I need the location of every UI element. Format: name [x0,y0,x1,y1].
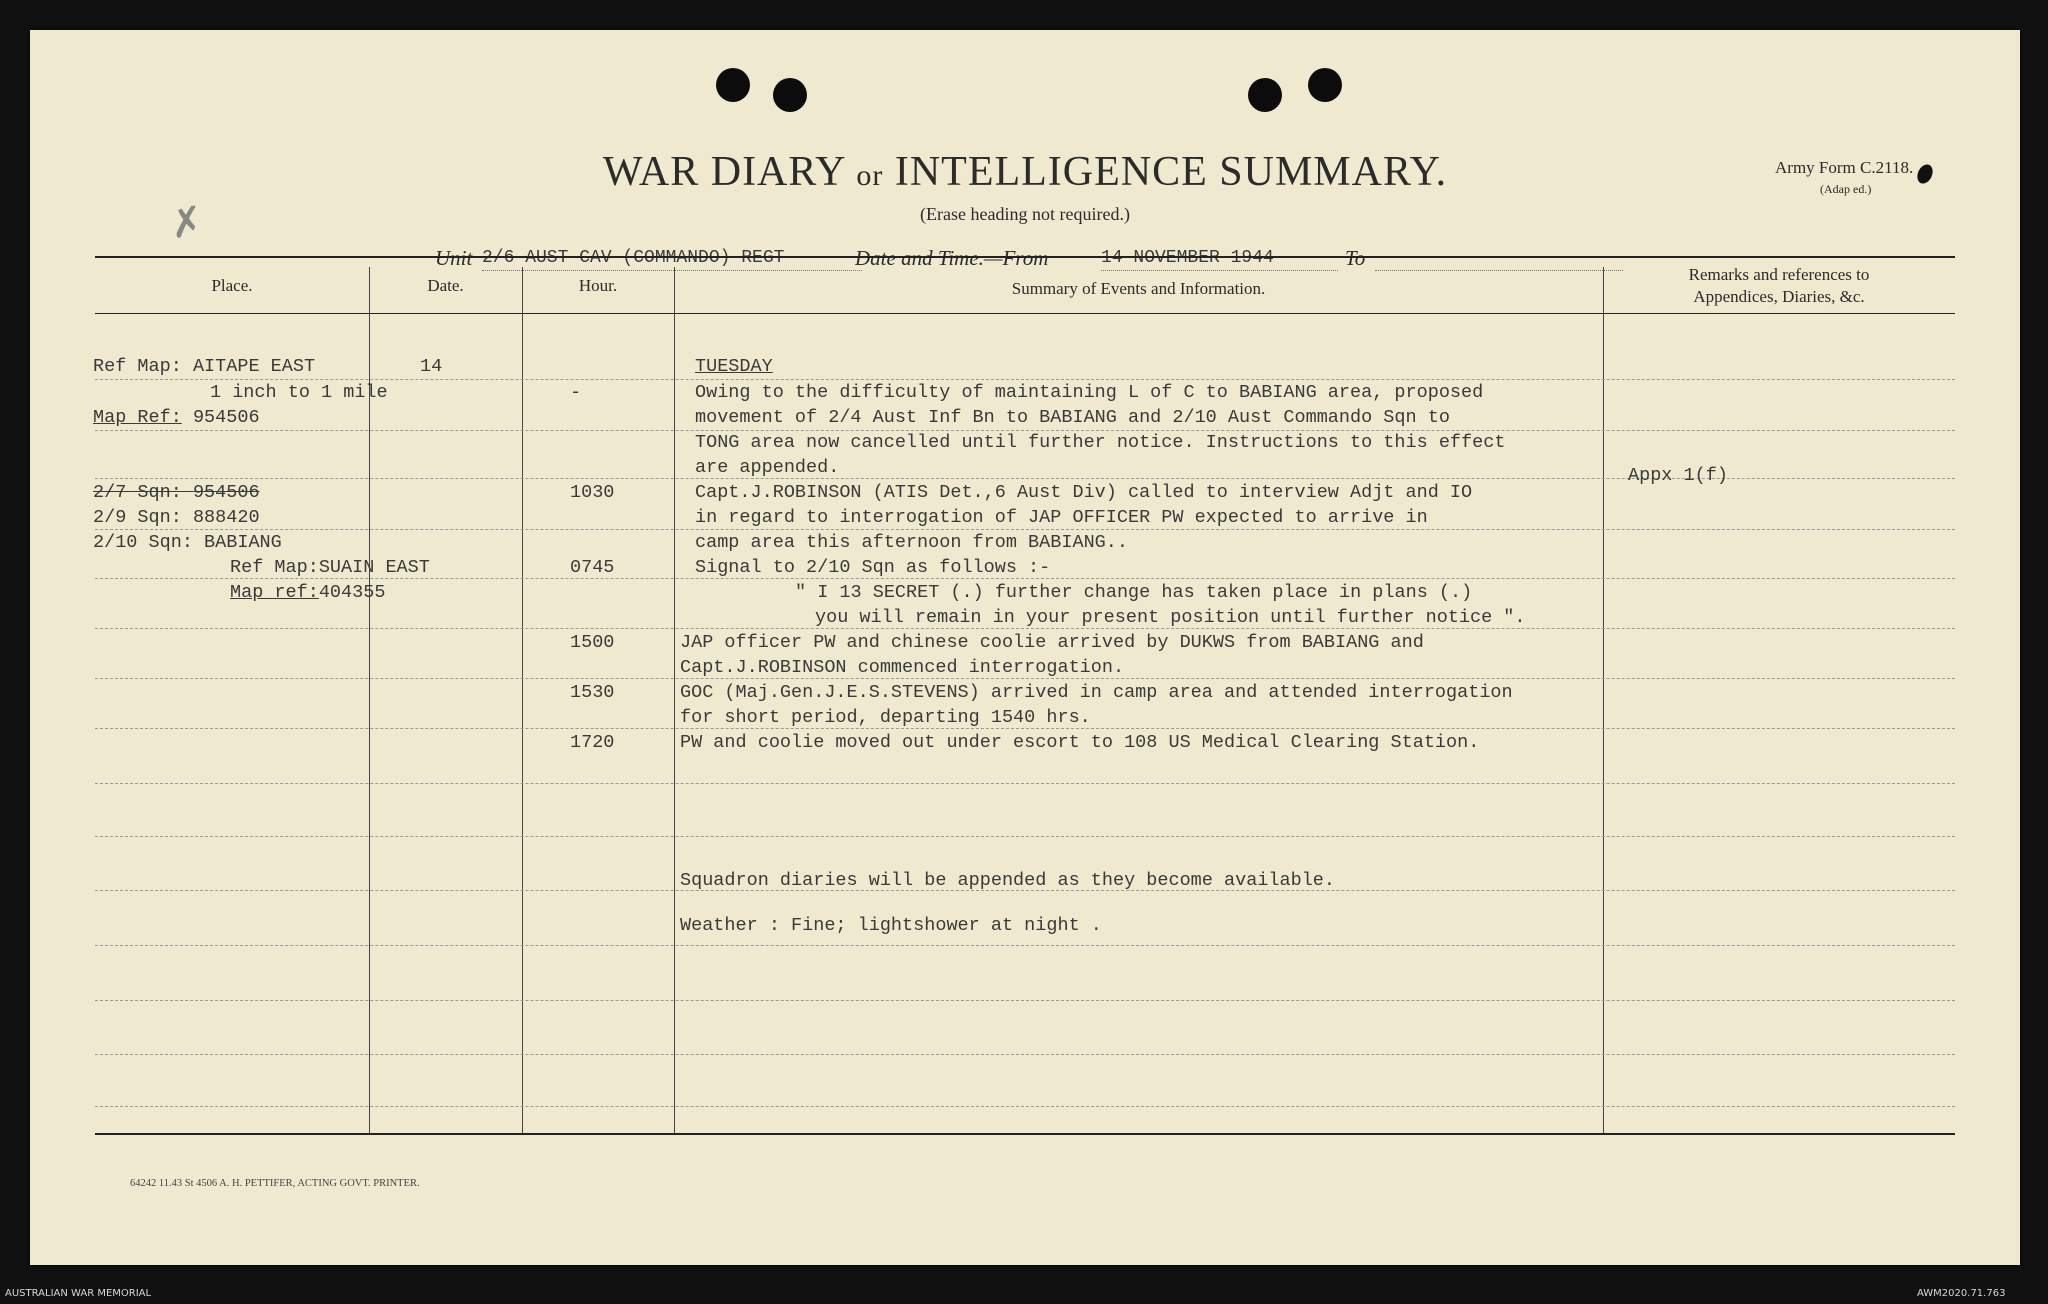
hour-1530: 1530 [570,682,615,703]
summary-line: in regard to interrogation of JAP OFFICER PW expected to arrive in [695,507,1428,528]
place-sqn-2-10: 2/10 Sqn: BABIANG [93,532,282,553]
col-divider-hour-summary [674,267,675,1133]
page-title: WAR DIARY or INTELLIGENCE SUMMARY. [602,149,1448,195]
summary-line: are appended. [695,457,840,478]
place-sqn-2-7: 2/7 Sqn: 954506 [93,482,260,503]
row-rule [95,430,1955,431]
row-rule [95,783,1955,784]
summary-line: " I 13 SECRET (.) further change has taken place in plans (.) [795,582,1473,603]
summary-line: Owing to the difficulty of maintaining L of C to BABIANG area, proposed [695,382,1484,403]
row-rule [95,1054,1955,1055]
summary-line: Capt.J.ROBINSON (ATIS Det.,6 Aust Div) called to interview Adjt and IO [695,482,1473,503]
col-header-remarks-line2: Appendices, Diaries, &c. [1693,287,1865,306]
row-rule [95,728,1955,729]
row-rule [95,678,1955,679]
punch-hole [773,78,807,112]
date-dotline [1101,270,1338,271]
summary-line: Squadron diaries will be appended as they become available. [680,870,1336,891]
row-rule [95,1000,1955,1001]
remarks-appendix-ref: Appx 1(f) [1628,465,1728,486]
header-divider [95,313,1955,314]
to-dotline [1375,270,1623,271]
hour-0745: 0745 [570,557,615,578]
printer-footer: 64242 11.43 St 4506 A. H. PETTIFER, ACTING GOVT. PRINTER. [130,1178,420,1189]
punch-hole [1308,68,1342,102]
punch-hole [716,68,750,102]
punch-hole [1248,78,1282,112]
summary-line: PW and coolie moved out under escort to 108 US Medical Clearing Station. [680,732,1480,753]
date-value: 14 NOVEMBER 1944 [1101,248,1274,268]
unit-label: Unit [435,246,473,270]
row-rule [95,578,1955,579]
summary-line: for short period, departing 1540 hrs. [680,707,1091,728]
hour-dash: - [570,382,582,403]
col-header-remarks-line1: Remarks and references to [1688,265,1870,284]
summary-line: Signal to 2/10 Sqn as follows :- [695,557,1051,578]
summary-line: GOC (Maj.Gen.J.E.S.STEVENS) arrived in camp area and attended interrogation [680,682,1513,703]
row-rule [95,945,1955,946]
date-label: Date and Time.—From [855,246,1049,270]
army-form-number: Army Form C.2118. [1775,158,1914,177]
summary-line: Weather : Fine; lightshower at night . [680,915,1102,936]
place-ref-map-2: Ref Map:SUAIN EAST [230,557,430,578]
summary-line: Capt.J.ROBINSON commenced interrogation. [680,657,1125,678]
summary-day-name: TUESDAY [695,356,773,377]
row-rule [95,836,1955,837]
col-header-date: Date. [427,276,464,295]
adap-note: (Adap ed.) [1820,182,1872,196]
place-map-ref: Map Ref: 954506 [93,407,260,428]
row-rule [95,379,1955,380]
hour-1030: 1030 [570,482,615,503]
place-map-ref-2: Map ref:404355 [230,582,386,603]
date-day: 14 [420,356,443,377]
pencil-mark-icon: ✗ [166,197,208,249]
page-subtitle: (Erase heading not required.) [920,204,1130,224]
col-header-hour: Hour. [578,276,618,295]
diary-sheet [30,30,2020,1265]
col-divider-date-hour [522,267,523,1133]
to-label: To [1345,246,1366,270]
archive-caption-left: AUSTRALIAN WAR MEMORIAL [5,1288,152,1299]
archive-caption-right: AWM2020.71.763 [1917,1288,2006,1299]
place-scale: 1 inch to 1 mile [210,382,388,403]
col-header-place: Place. [211,276,253,295]
place-ref-map: Ref Map: AITAPE EAST [93,356,316,377]
place-sqn-2-9: 2/9 Sqn: 888420 [93,507,260,528]
col-divider-summary-remarks [1603,267,1604,1133]
hour-1720: 1720 [570,732,615,753]
summary-line: camp area this afternoon from BABIANG.. [695,532,1128,553]
table-bottom-border [95,1133,1955,1135]
summary-line: you will remain in your present position until further notice ". [815,607,1526,628]
row-rule [95,529,1955,530]
col-header-remarks [1603,264,1955,308]
table-top-border [95,256,1955,258]
summary-line: movement of 2/4 Aust Inf Bn to BABIANG and 2/10 Aust Commando Sqn to [695,407,1450,428]
row-rule [95,1106,1955,1107]
unit-dotline [482,270,862,271]
unit-value: 2/6 AUST CAV (COMMANDO) REGT [482,248,785,268]
hour-1500: 1500 [570,632,615,653]
summary-line: TONG area now cancelled until further notice. Instructions to this effect [695,432,1506,453]
col-header-summary: Summary of Events and Information. [1011,279,1266,298]
summary-line: JAP officer PW and chinese coolie arrived by DUKWS from BABIANG and [680,632,1424,653]
row-rule [95,628,1955,629]
